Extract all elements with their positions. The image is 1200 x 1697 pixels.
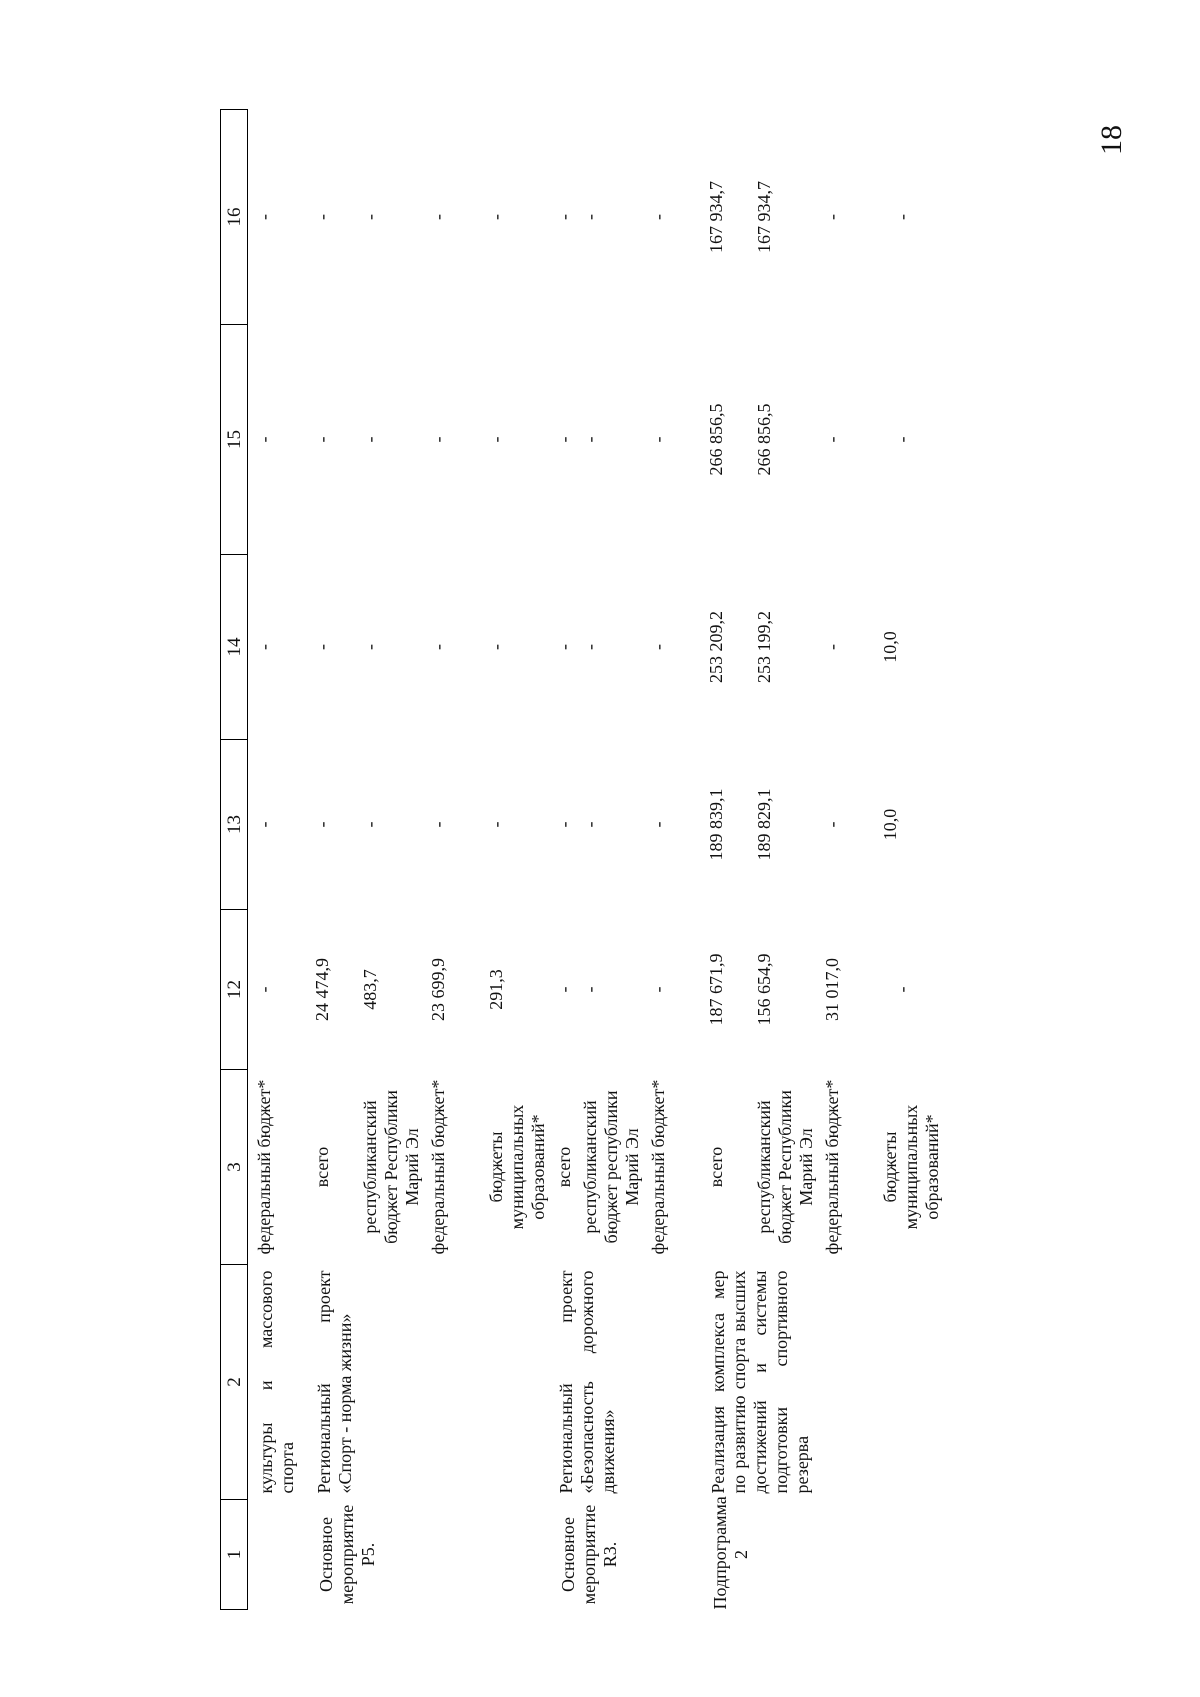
table-row (552, 110, 578, 1610)
cell-value-14: - (486, 644, 506, 650)
cell-name: Региональный проект «Спорт - норма жизни» (314, 1270, 355, 1494)
cell-value-14: 10,0 (880, 631, 900, 663)
cell-value-14: 253 209,2 (706, 611, 726, 683)
cell-source: республиканский бюджет Республики Марий Эл (360, 1090, 422, 1244)
table-row (704, 110, 752, 1610)
cell-source: всего (312, 1146, 332, 1188)
cell-code (252, 1500, 310, 1610)
cell-source: федеральный бюджет* (822, 1079, 842, 1255)
cell-code: Основное мероприятие R3. (558, 1504, 620, 1605)
cell-value-12: - (648, 986, 668, 993)
cell-value-16: - (580, 214, 600, 220)
cell-value-15: - (486, 436, 506, 443)
cell-value-13: - (648, 821, 668, 828)
cell-value-15: - (822, 436, 842, 443)
cell-value-15: - (428, 436, 448, 443)
cell-source: республиканский бюджет Республики Марий Эл (754, 1090, 816, 1244)
cell-value-12: 156 654,9 (754, 953, 774, 1026)
column-header-16: 16 (221, 110, 248, 325)
cell-value-13: - (254, 821, 274, 828)
cell-value-15: 266 856,5 (706, 403, 726, 476)
cell-value-12: - (254, 986, 274, 993)
cell-value-16: - (428, 214, 448, 220)
cell-value-14: - (822, 644, 842, 650)
cell-name: культуры и массового спорта (256, 1270, 297, 1494)
cell-value-13: 189 839,1 (706, 788, 726, 861)
cell-source: бюджеты муниципальных образований* (486, 1104, 548, 1230)
cell-value-16: - (822, 214, 842, 220)
column-header-15: 15 (221, 325, 248, 555)
cell-code: Подпрограмма 2 (710, 1496, 751, 1610)
cell-value-14: - (580, 644, 600, 650)
cell-source: федеральный бюджет* (428, 1079, 448, 1255)
cell-value-16: 167 934,7 (754, 181, 774, 253)
cell-value-13: - (360, 821, 380, 828)
cell-value-16: - (312, 214, 332, 220)
cell-value-14: - (648, 644, 668, 650)
cell-source: республиканский бюджет республики Марий Эл (580, 1090, 642, 1244)
cell-value-16: - (648, 214, 668, 220)
cell-name: Реализация комплекса мер по развитию спорта высших достижений и системы подготовки спортивного резерва (708, 1270, 812, 1494)
cell-value-13: - (822, 821, 842, 828)
cell-value-13: - (312, 821, 332, 828)
cell-value-13: - (486, 821, 506, 828)
cell-value-13: - (580, 821, 600, 828)
cell-source: федеральный бюджет* (648, 1079, 668, 1255)
cell-source: всего (554, 1146, 574, 1188)
cell-value-16: - (892, 214, 912, 220)
cell-value-12: 24 474,9 (312, 958, 332, 1021)
cell-value-12: 31 017,0 (822, 958, 842, 1021)
cell-value-15: 266 856,5 (754, 403, 774, 476)
cell-value-14: - (312, 644, 332, 650)
page-number: 18 (1095, 125, 1128, 155)
column-header-13: 13 (221, 740, 248, 910)
cell-value-12: 23 699,9 (428, 958, 448, 1021)
cell-value-14: - (428, 644, 448, 650)
cell-value-16: - (360, 214, 380, 220)
rotated-table-sheet (220, 110, 980, 1610)
cell-value-13: - (554, 821, 574, 828)
cell-value-13: 189 829,1 (754, 788, 774, 861)
cell-value-14: - (554, 644, 574, 650)
cell-value-15: - (648, 436, 668, 443)
cell-source: всего (706, 1146, 726, 1188)
budget-table (220, 109, 946, 1610)
cell-value-15: - (312, 436, 332, 443)
cell-value-12: - (580, 986, 600, 993)
cell-value-12: 291,3 (486, 969, 506, 1010)
cell-value-15: - (254, 436, 274, 443)
cell-value-14: - (360, 644, 380, 650)
column-header-2: 2 (221, 1265, 248, 1500)
cell-value-12: 483,7 (360, 969, 380, 1010)
cell-value-12: - (892, 986, 912, 993)
cell-value-13: 10,0 (880, 808, 900, 841)
column-header-14: 14 (221, 555, 248, 740)
cell-value-15: - (360, 436, 380, 443)
column-header-3: 3 (221, 1070, 248, 1265)
cell-value-16: - (254, 214, 274, 220)
cell-value-16: - (486, 214, 506, 220)
cell-value-15: - (892, 436, 912, 443)
cell-value-16: - (554, 214, 574, 220)
cell-name: Региональный проект «Безопасность дорожного движения» (556, 1270, 618, 1494)
cell-source: федеральный бюджет* (254, 1079, 274, 1255)
column-header-1: 1 (221, 1500, 248, 1610)
cell-value-12: - (554, 986, 574, 993)
cell-value-15: - (554, 436, 574, 443)
cell-code: Основное мероприятие P5. (316, 1504, 378, 1605)
cell-value-12: 187 671,9 (706, 953, 726, 1026)
cell-value-14: 253 199,2 (754, 611, 774, 683)
cell-value-14: - (254, 644, 274, 650)
cell-value-13: - (428, 821, 448, 828)
header-row (221, 110, 248, 1610)
table-row (310, 110, 358, 1610)
cell-value-15: - (580, 436, 600, 443)
column-header-12: 12 (221, 910, 248, 1070)
cell-source: бюджеты муниципальных образований* (880, 1104, 942, 1230)
table-row (252, 110, 310, 1610)
cell-value-16: 167 934,7 (706, 181, 726, 253)
